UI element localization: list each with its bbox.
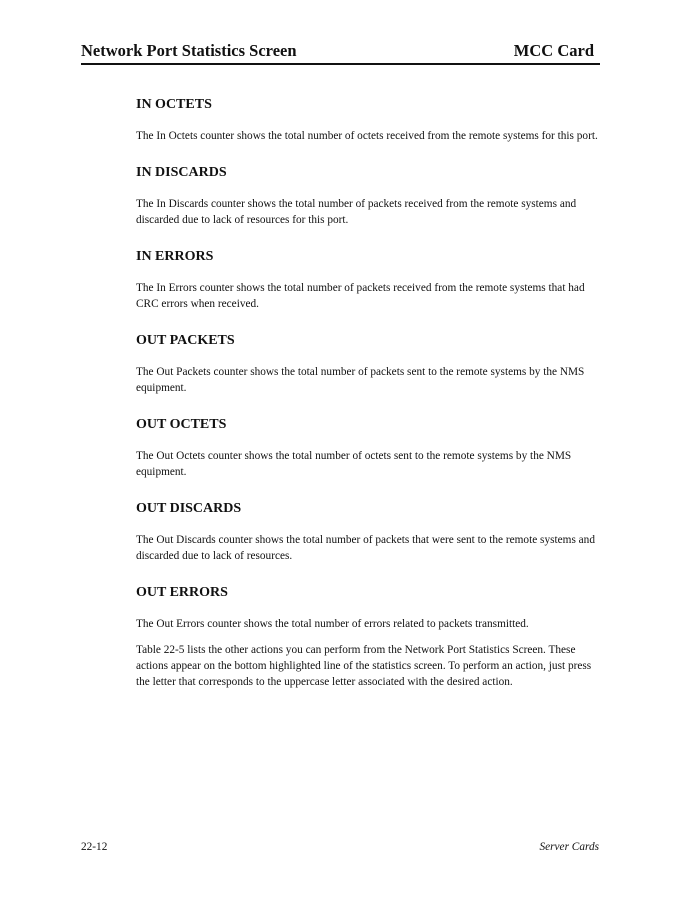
section-out-errors (136, 584, 606, 632)
section-text: The In Octets counter shows the total number of octets received from the remote systems for this port. (136, 130, 598, 142)
section-out-octets (136, 416, 606, 480)
section-heading: IN OCTETS (136, 97, 212, 112)
section-text: The Out Octets counter shows the total number of octets sent to the remote systems by the NMS equipment. (136, 450, 572, 478)
section-text: The Out Packets counter shows the total number of packets sent to the remote systems by the NMS equipment. (136, 366, 585, 394)
page-header (81, 41, 600, 65)
section-heading: IN ERRORS (136, 249, 214, 264)
section-heading: OUT ERRORS (136, 585, 228, 600)
section-text: The Out Discards counter shows the total number of packets that were sent to the remote systems and discarded due to lack of resources. (136, 534, 595, 562)
header-section-title: Network Port Statistics Screen (81, 41, 297, 60)
chapter-name: Server Cards (539, 841, 599, 853)
section-in-discards (136, 164, 606, 228)
page-body (136, 96, 606, 690)
section-in-octets (136, 96, 606, 144)
section-text: The In Errors counter shows the total number of packets received from the remote systems that had CRC errors when received. (136, 282, 585, 310)
section-text: The In Discards counter shows the total number of packets received from the remote systems and discarded due to lack of resources for this port. (136, 198, 577, 226)
section-heading: OUT OCTETS (136, 417, 227, 432)
section-heading: IN DISCARDS (136, 165, 227, 180)
closing-paragraph: Table 22-5 lists the other actions you can perform from the Network Port Statistics Screen. These actions appear on the bottom highlighted line of the statistics screen. To perform an action, just press the letter that corresponds to the uppercase letter associated with the desired action. (136, 644, 592, 688)
header-card-name: MCC Card (513, 41, 594, 60)
section-out-discards (136, 500, 606, 564)
section-in-errors (136, 248, 606, 312)
section-text: The Out Errors counter shows the total number of errors related to packets transmitted. (136, 618, 529, 630)
section-heading: OUT PACKETS (136, 333, 235, 348)
section-out-packets (136, 332, 606, 396)
page-number: 22-12 (81, 841, 108, 853)
section-heading: OUT DISCARDS (136, 501, 242, 516)
